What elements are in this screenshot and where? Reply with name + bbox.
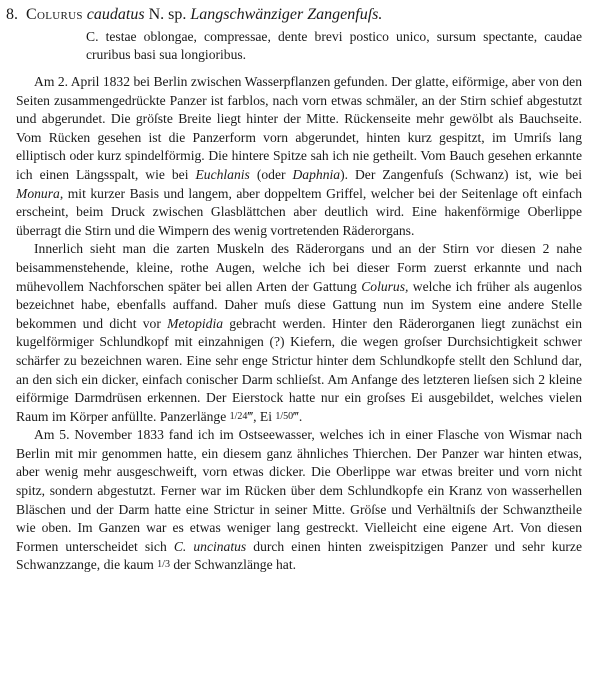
text-run: ‴, Ei <box>247 408 276 424</box>
italic-term: C. uncinatus <box>173 538 247 554</box>
text-run: gebracht werden. Hinter den Räderorganen liegt zunächst ein kugelförmiger Schlundkopf mit einzahnigen (?) Kiefern, die wegen groſser Durchsichtigkeit schwer schärfer zu bezeichnen waren. Eine sehr enge Strictur hinter dem Schlundkopfe stellt den Schlund dar, an den sich ein dicker, einfach conischer Darm schlieſst. Am Anfange des letzteren lieſsen sich 2 kleine eiförmige Darmdrüsen erkennen. Der Eierstock hatte nur ein groſses Ei ausgebildet, welches vielen Raum im Körper anfüllte. Panzerlänge <box>16 315 582 424</box>
genus-name: Colurus <box>26 6 83 23</box>
paragraph <box>16 426 582 575</box>
fraction: 1/24 <box>229 410 248 422</box>
italic-term: Euchlanis <box>195 166 250 182</box>
text-run: Innerlich sieht man die zarten Muskeln des Räderorgans und an der Stirn vor diesen 2 nahe beisammenstehende, kleine, rothe Augen, welche ich bei dieser Form zuerst erkannte und nach mühevollem Nachforschen später bei allen Arten der Gattung <box>16 241 582 294</box>
fraction: 1/50 <box>275 410 294 422</box>
text-run: welche ich früher als augenlos bezeichnet habe, ebenfalls auffand. Daher muſs diese Gattung nun im System eine andere Stelle bekommen und dicht vor <box>16 278 582 331</box>
new-species-mark: N. sp. <box>148 6 187 23</box>
fraction: 1/3 <box>157 559 170 571</box>
paragraph <box>16 73 582 240</box>
text-run: Am 2. April 1832 bei Berlin zwischen Wasserpflanzen gefunden. Der glatte, eiförmige, aber von den Seiten zusammengedrückte Panzer ist farblos, nach vorn etwas schmäler, an der Stirn schief abgestutzt und abgerundet. Die gröſste Breite liegt hinter der Mitte. Rückenseite mehr gewölbt als Bauchseite. Vom Rücken gesehen ist die Panzerform vorn abgerundet, hinten kurz gespitzt, im Umriſs lang elliptisch oder kurz spindelförmig. Die hintere Spitze sah ich nie getheilt. Vom Bauch gesehen erkannte ich einen Längsspalt, wie bei <box>16 74 582 182</box>
species-number: 8. <box>6 6 18 23</box>
text-run: durch einen hinten zweispitzigen Panzer und sehr kurze Schwanzzange, die kaum <box>16 538 582 573</box>
species-heading <box>6 5 586 25</box>
paragraph <box>16 240 582 426</box>
text-run: Am 5. November 1833 fand ich im Ostseewasser, welches ich in einer Flasche von Wismar nach Berlin mit mir genommen hatte, ein diesem ganz ähnliches Thierchen. Der Panzer war hinten etwas, aber wenig mehr ausgeschweift, vorn etwas dicker. Die Oberlippe war etwas breiter und vorn nicht spitz, sondern abgestutzt. Ferner war im Rücken über dem Schlundkopfe ein Kranz von wasserhellen Bläschen und der Darm hatte eine Strictur in seiner Mitte. Gröſse und Verhältniſs der Schwanztheile wie oben. Im Ganzen war es etwas weniger lang gestreckt. Vielleicht eine eigene Art. Von diesen Formen unterscheidet sich <box>16 427 582 554</box>
german-common-name: Langschwänziger Zangenfuſs. <box>190 6 383 23</box>
text-run: , mit kurzer Basis und langem, aber doppeltem Griffel, welcher bei der Seitenlage oft einfach erscheint, beim Druck zwischen Glasblättchen aber deutlich wird. Eine hakenförmige Oberlippe überragt die Stirn und die Wimpern des wenig vortretenden Räderorgans. <box>16 185 582 238</box>
italic-term: Monura <box>16 185 60 201</box>
description-body <box>16 73 582 575</box>
text-run: der Schwanzlänge hat. <box>169 557 297 573</box>
text-run: ). Der Zangenfuſs (Schwanz) ist, wie bei <box>340 166 582 182</box>
italic-term: Metopidia <box>167 315 224 331</box>
text-run: ‴. <box>293 408 303 424</box>
italic-term: Colurus, <box>361 278 409 294</box>
text-run: (oder <box>249 166 293 182</box>
italic-term: Daphnia <box>292 166 341 182</box>
species-epithet: caudatus <box>86 6 145 23</box>
latin-diagnosis: C. testae oblongae, compressae, dente brevi postico unico, sursum spectante, caudae cruribus basi sua longioribus. <box>86 29 582 62</box>
